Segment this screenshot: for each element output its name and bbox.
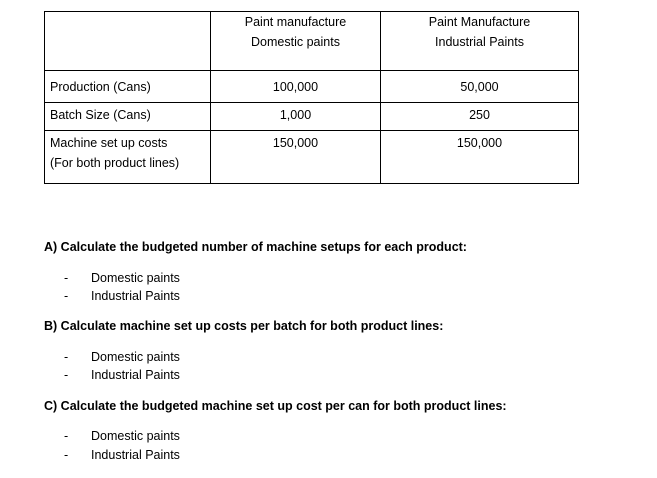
bullet-dash: - xyxy=(64,448,69,462)
question-c-item-industrial xyxy=(64,448,180,462)
row-industrial-value: 50,000 xyxy=(381,71,579,103)
question-a-item-industrial xyxy=(64,289,180,303)
row-domestic-value: 1,000 xyxy=(211,103,381,131)
row-industrial-value: 150,000 xyxy=(381,131,579,184)
item-label: Industrial Paints xyxy=(91,368,180,382)
header-industrial-line1: Paint Manufacture xyxy=(428,15,531,29)
question-b-item-industrial xyxy=(64,368,180,382)
question-c-title: C) Calculate the budgeted machine set up cost per can for both product lines: xyxy=(44,399,507,413)
item-label: Industrial Paints xyxy=(91,448,180,462)
question-b-title: B) Calculate machine set up costs per batch for both product lines: xyxy=(44,319,444,333)
table-row-batch-size xyxy=(45,103,579,131)
header-industrial-line2: Industrial Paints xyxy=(435,35,524,49)
item-label: Domestic paints xyxy=(91,429,180,443)
item-label: Domestic paints xyxy=(91,350,180,364)
header-domestic-line1: Paint manufacture xyxy=(244,15,347,29)
row-label: Batch Size (Cans) xyxy=(45,103,211,131)
question-c-item-domestic xyxy=(64,429,180,443)
item-label: Domestic paints xyxy=(91,271,180,285)
header-domestic-cell xyxy=(211,12,381,71)
row-industrial-value: 250 xyxy=(381,103,579,131)
question-a-title: A) Calculate the budgeted number of machine setups for each product: xyxy=(44,240,467,254)
row-label-line1: Machine set up costs xyxy=(50,136,168,150)
bullet-dash: - xyxy=(64,429,69,443)
row-label-line2: (For both product lines) xyxy=(50,156,180,170)
row-domestic-value: 100,000 xyxy=(211,71,381,103)
item-label: Industrial Paints xyxy=(91,289,180,303)
header-industrial-cell xyxy=(381,12,579,71)
row-label xyxy=(45,131,211,184)
row-domestic-value: 150,000 xyxy=(211,131,381,184)
question-b-item-domestic xyxy=(64,350,180,364)
table-header-row xyxy=(45,12,579,71)
bullet-dash: - xyxy=(64,289,69,303)
bullet-dash: - xyxy=(64,368,69,382)
question-a-item-domestic xyxy=(64,271,180,285)
header-empty-cell xyxy=(45,12,211,71)
bullet-dash: - xyxy=(64,350,69,364)
bullet-dash: - xyxy=(64,271,69,285)
row-label: Production (Cans) xyxy=(45,71,211,103)
table-row-setup-costs xyxy=(45,131,579,184)
table-row-production xyxy=(45,71,579,103)
cost-data-table xyxy=(44,11,579,184)
header-domestic-line2: Domestic paints xyxy=(251,35,340,49)
